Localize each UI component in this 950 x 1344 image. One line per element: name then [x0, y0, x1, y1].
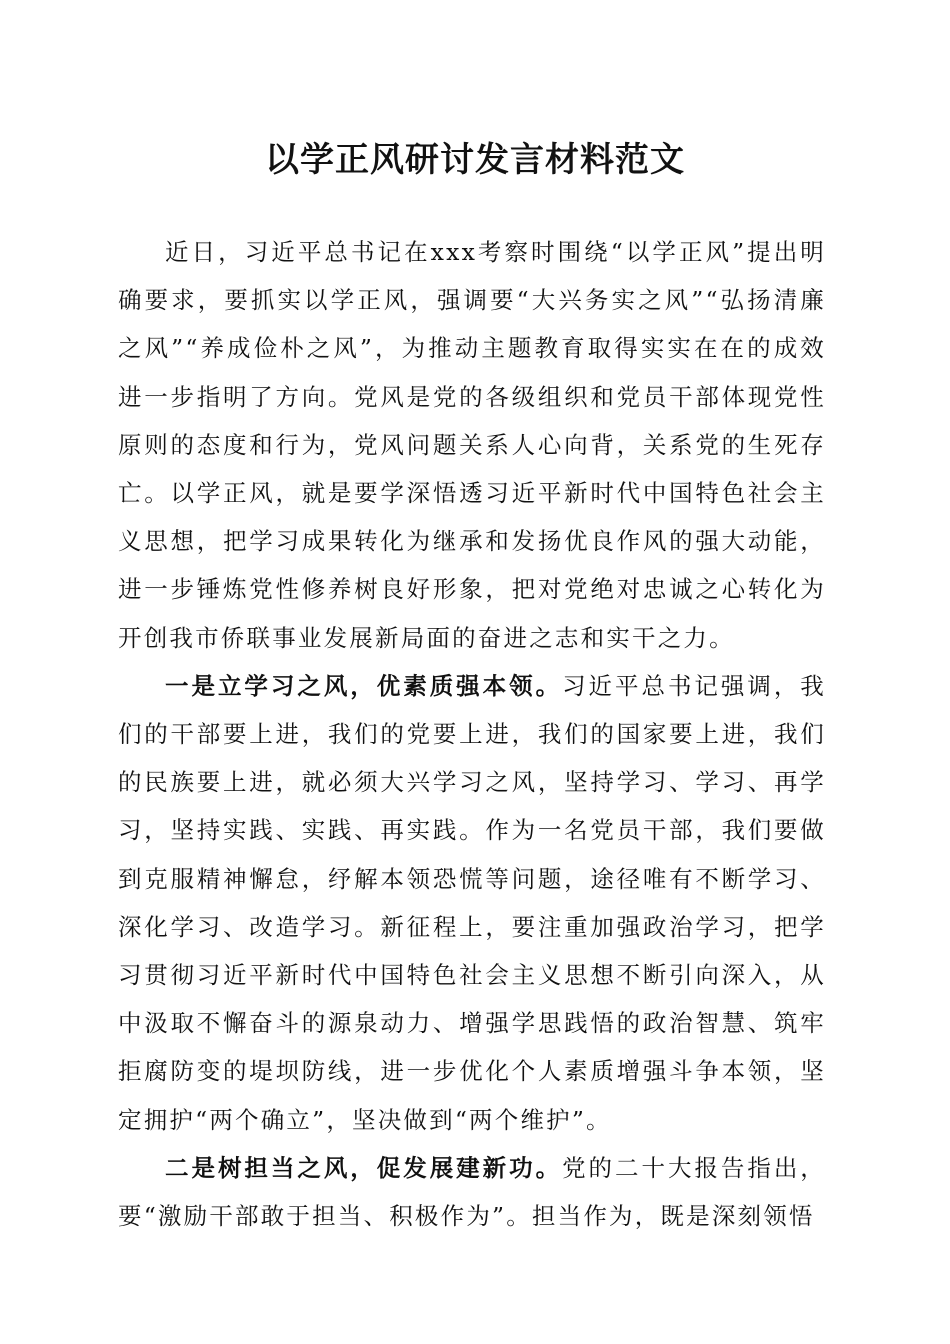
paragraph-text: 习近平总书记强调，我们的干部要上进，我们的党要上进，我们的国家要上进，我们的民族要上进，就必须大兴学习之风，坚持学习、学习、再学习，坚持实践、实践、再实践。作为一名党员干部，我们要做到克服精神懈怠，纾解本领恐慌等问题，途径唯有不断学习、深化学习、改造学习。新征程上，要注重加强政治学习，把学习贯彻习近平新时代中国特色社会主义思想不断引向深入，从中汲取不懈奋斗的源泉动力、增强学思践悟的政治智慧、筑牢拒腐防变的堤坝防线，进一步优化个人素质增强斗争本领，坚定拥护“两个确立”，坚决做到“两个维护”。 — [118, 671, 826, 1134]
paragraph-text: 近日，习近平总书记在xxx考察时围绕“以学正风”提出明确要求，要抓实以学正风，强调要“大兴务实之风”“弘扬清廉之风”“养成俭朴之风”，为推动主题教育取得实实在在的成效进一步指明了方向。党风是党的各级组织和党员干部体现党性原则的态度和行为，党风问题关系人心向背，关系党的生死存亡。以学正风，就是要学深悟透习近平新时代中国特色社会主义思想，把学习成果转化为继承和发扬优良作风的强大动能，进一步锤炼党性修养树良好形象，把对党绝对忠诚之心转化为开创我市侨联事业发展新局面的奋进之志和实干之力。 — [118, 238, 826, 652]
paragraph-study-style — [118, 662, 826, 1144]
paragraph-lead: 二是树担当之风，促发展建新功。 — [165, 1153, 563, 1182]
paragraph-lead: 一是立学习之风，优素质强本领。 — [165, 671, 563, 700]
paragraph-text: 党的二十大报告指出，要“激励干部敢于担当、积极作为”。担当作为，既是深刻领悟 — [118, 1153, 826, 1231]
paragraph-intro — [118, 228, 826, 662]
paragraph-responsibility-style — [118, 1144, 826, 1240]
document-body — [118, 228, 826, 1240]
document-title: 以学正风研讨发言材料范文 — [265, 140, 685, 180]
